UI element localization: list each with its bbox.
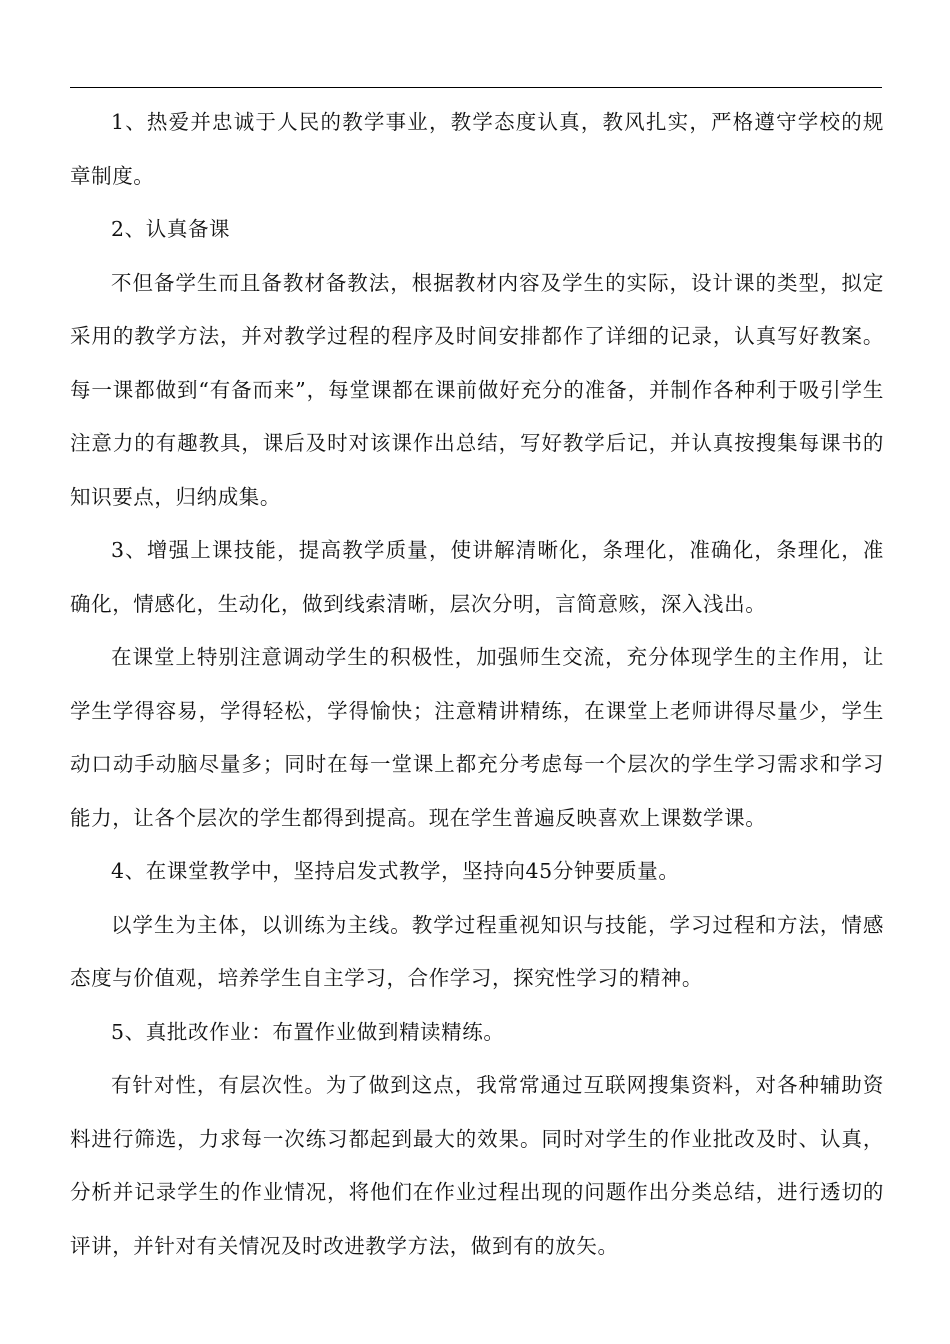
paragraph-item-5: 5、真批改作业：布置作业做到精读精练。 xyxy=(111,1019,505,1044)
paragraph-homework: 有针对性，有层次性。为了做到这点，我常常通过互联网搜集资料，对各种辅助资料进行筛选，力求每一次练习都起到最大的效果。同时对学生的作业批改及时、认真，分析并记录学生的作业情况，将他们在作业过程出现的问题作出分类总结，进行透切的评讲，并针对有关情况及时改进教学方法，做到有的放矢。 xyxy=(70,1073,884,1258)
paragraph-item-3: 3、增强上课技能，提高教学质量，使讲解清晰化，条理化，准确化，条理化，准确化，情感化，生动化，做到线索清晰，层次分明，言简意赅，深入浅出。 xyxy=(70,538,884,616)
paragraph-lesson-prep: 不但备学生而且备教材备教法，根据教材内容及学生的实际，设计课的类型，拟定采用的教学方法，并对教学过程的程序及时间安排都作了详细的记录，认真写好教案。每一课都做到“有备而来”，每堂课都在课前做好充分的准备，并制作各种利于吸引学生注意力的有趣教具，课后及时对该课作出总结，写好教学后记，并认真按搜集每课书的知识要点，归纳成集。 xyxy=(70,270,884,509)
document-body xyxy=(70,96,884,1273)
header-rule xyxy=(70,87,882,88)
paragraph-classroom: 在课堂上特别注意调动学生的积极性，加强师生交流，充分体现学生的主作用，让学生学得容易，学得轻松，学得愉快；注意精讲精练，在课堂上老师讲得尽量少，学生动口动手动脑尽量多；同时在每一堂课上都充分考虑每一个层次的学生学习需求和学习能力，让各个层次的学生都得到提高。现在学生普遍反映喜欢上课数学课。 xyxy=(70,645,884,830)
paragraph-student-centered: 以学生为主体，以训练为主线。教学过程重视知识与技能，学习过程和方法，情感态度与价值观，培养学生自主学习，合作学习，探究性学习的精神。 xyxy=(70,912,884,990)
paragraph-item-4: 4、在课堂教学中，坚持启发式教学，坚持向45分钟要质量。 xyxy=(111,859,680,883)
paragraph-item-1: 1、热爱并忠诚于人民的教学事业，教学态度认真，教风扎实，严格遵守学校的规章制度。 xyxy=(70,110,884,188)
paragraph-heading-lesson-prep: 2、认真备课 xyxy=(111,217,231,241)
